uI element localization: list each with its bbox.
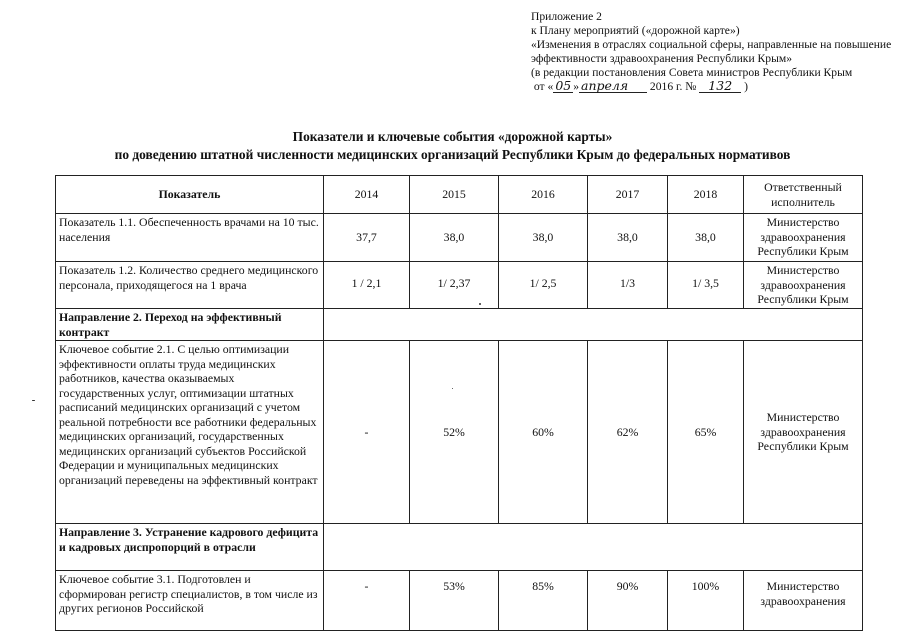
row-label: Ключевое событие 3.1. Подготовлен и сформирован регистр специалистов, в том числе из других регионов Российской — [56, 571, 324, 631]
table-header-row — [56, 176, 863, 214]
cell-responsible: Министерство здравоохранения Республики Крым — [744, 262, 863, 309]
cell-2018: 38,0 — [668, 214, 744, 262]
cell-2014: - — [324, 341, 410, 524]
date-prefix: от « — [533, 80, 554, 93]
direction-label: Направление 2. Переход на эффективный контракт — [56, 309, 324, 341]
cell-responsible: Министерство здравоохранения Республики Крым — [744, 341, 863, 524]
date-day-handwritten: 05 — [555, 78, 572, 93]
cell-2015: 38,0 — [410, 214, 499, 262]
cell-2017: 38,0 — [588, 214, 668, 262]
direction-row — [56, 524, 863, 571]
direction-row — [56, 309, 863, 341]
cell-2016: 85% — [499, 571, 588, 631]
cell-2016: 38,0 — [499, 214, 588, 262]
document-title-line-1: Показатели и ключевые события «дорожной карты» — [292, 129, 613, 144]
cell-2018: 100% — [668, 571, 744, 631]
cell-2016: 1/ 2,5 — [499, 262, 588, 309]
header-indicator: Показатель — [56, 176, 324, 214]
header-year-2017: 2017 — [588, 176, 668, 214]
cell-2015: 53% — [410, 571, 499, 631]
table-row — [56, 571, 863, 631]
header-year-2016: 2016 — [499, 176, 588, 214]
date-close: ) — [744, 80, 749, 93]
cell-2018: 1/ 3,5 — [668, 262, 744, 309]
header-year-2018: 2018 — [668, 176, 744, 214]
header-year-2014: 2014 — [324, 176, 410, 214]
header-responsible: Ответственный исполнитель — [744, 176, 863, 214]
appendix-line-1: Приложение 2 — [531, 10, 602, 23]
table-row — [56, 214, 863, 262]
cell-2014: 37,7 — [324, 214, 410, 262]
appendix-date-line — [531, 80, 903, 94]
cell-2015: 52% — [410, 341, 499, 524]
cell-2017: 90% — [588, 571, 668, 631]
cell-2017: 1/3 — [588, 262, 668, 309]
cell-2015: 1/ 2,37 — [410, 262, 499, 309]
document-title-line-2: по доведению штатной численности медицинских организаций Республики Крым до федеральных нормативов — [114, 147, 791, 162]
appendix-line-3: «Изменения в отраслях социальной сферы, направленные на повышение эффективности здравоохранения Республики Крым» — [531, 38, 892, 65]
table-row — [56, 262, 863, 309]
row-label: Ключевое событие 2.1. С целью оптимизации эффективности оплаты труда медицинских работников, качества оказываемых государственных услуг, оптимизации штатных расписаний медицинских организаций с учетом реальной потребности все работники федеральных медицинских организаций, государственных медицинских организаций субъектов Российской Федерации и муниципальных медицинских организаций переведены на эффективный контракт — [56, 341, 324, 524]
cell-responsible: Министерство здравоохранения — [744, 571, 863, 631]
cell-2014: 1 / 2,1 — [324, 262, 410, 309]
cell-2018: 65% — [668, 341, 744, 524]
header-year-2015: 2015 — [410, 176, 499, 214]
scan-speck — [479, 303, 481, 305]
cell-2016: 60% — [499, 341, 588, 524]
row-label: Показатель 1.1. Обеспеченность врачами на 10 тыс. населения — [56, 214, 324, 262]
date-quote: » — [573, 80, 580, 93]
cell-2014: - — [324, 571, 410, 631]
cell-responsible: Министерство здравоохранения Республики Крым — [744, 214, 863, 262]
indicators-table — [55, 175, 863, 631]
date-number-handwritten: 132 — [699, 80, 741, 93]
appendix-line-2: к Плану мероприятий («дорожной карте») — [531, 24, 740, 37]
direction-empty-cell — [324, 524, 863, 571]
appendix-line-4: (в редакции постановления Совета министров Республики Крым — [531, 66, 853, 79]
date-month-handwritten: апреля — [579, 80, 647, 93]
scan-speck — [32, 400, 35, 401]
date-year: 2016 г. № — [649, 80, 697, 93]
scan-speck — [452, 388, 453, 389]
appendix-block — [531, 10, 903, 94]
table-row — [56, 341, 863, 524]
cell-2017: 62% — [588, 341, 668, 524]
row-label: Показатель 1.2. Количество среднего медицинского персонала, приходящегося на 1 врача — [56, 262, 324, 309]
direction-empty-cell — [324, 309, 863, 341]
direction-label: Направление 3. Устранение кадрового дефицита и кадровых диспропорций в отрасли — [56, 524, 324, 571]
